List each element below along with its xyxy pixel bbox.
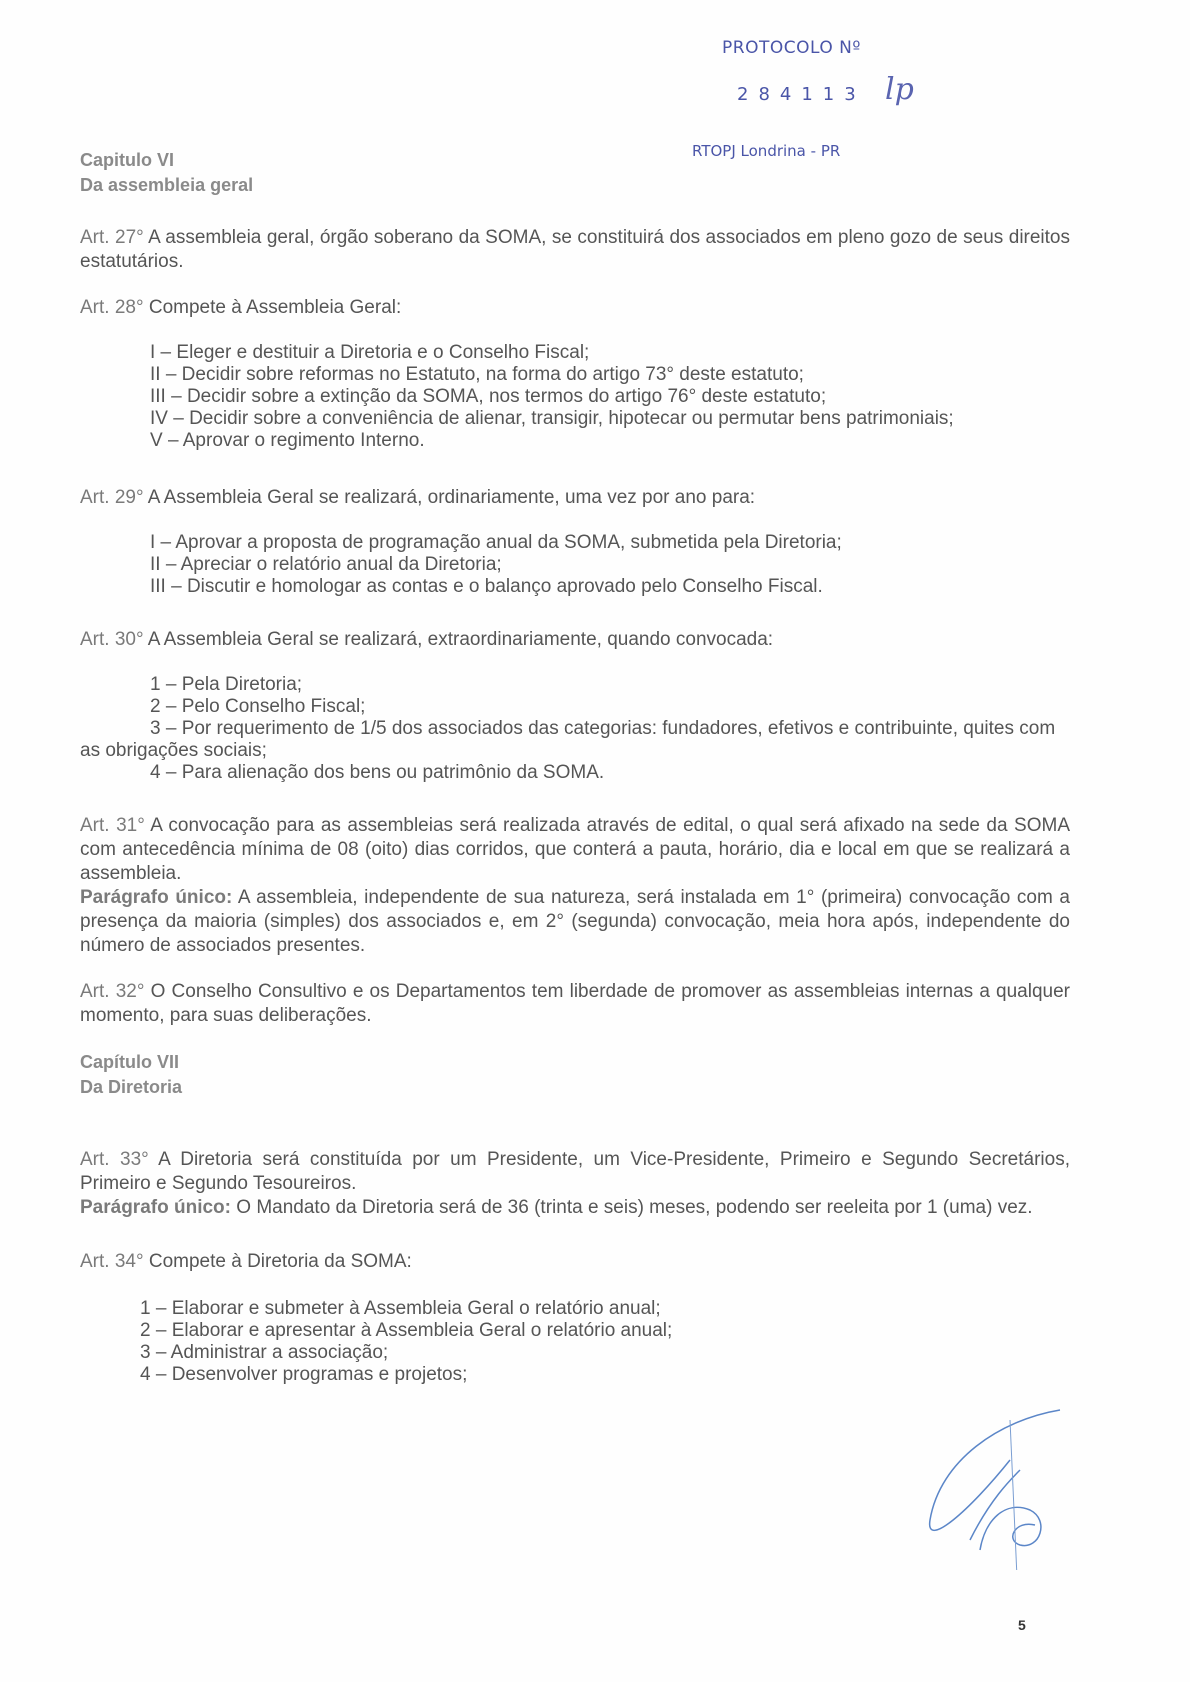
list-item: 4 – Para alienação dos bens ou patrimônio da SOMA. xyxy=(150,762,605,783)
chapter-subtitle: Da Diretoria xyxy=(80,1077,183,1097)
article-label: Art. 31° xyxy=(80,815,145,836)
list-item: II – Apreciar o relatório anual da Diretoria; xyxy=(150,554,502,575)
article-text: A Diretoria será constituída por um Presidente, um Vice-Presidente, Primeiro e Segundo Secretários, Primeiro e Segundo Tesoureiros. xyxy=(80,1149,1070,1194)
article-label: Art. 28° xyxy=(80,297,144,318)
article-label: Art. 33° xyxy=(80,1149,149,1170)
article-text: A Assembleia Geral se realizará, ordinariamente, uma vez por ano para: xyxy=(143,487,756,508)
list-item: IV – Decidir sobre a conveniência de alienar, transigir, hipotecar ou permutar bens patrimoniais; xyxy=(150,408,954,429)
paragraph-label: Parágrafo único: xyxy=(80,887,233,908)
article-text: A convocação para as assembleias será realizada através de edital, o qual será afixado na sede da SOMA com antecedência mínima de 08 (oito) dias corridos, que conterá a pauta, horário, dia e local em que se realizará a assembleia. xyxy=(80,815,1070,884)
list-item: II – Decidir sobre reformas no Estatuto, na forma do artigo 73° deste estatuto; xyxy=(150,364,804,385)
list-item: 3 – Por requerimento de 1/5 dos associados das categorias: fundadores, efetivos e contribuinte, quites com as obrigações sociais; xyxy=(80,718,1056,761)
article-label: Art. 32° xyxy=(80,981,145,1002)
chapter-heading-7 xyxy=(80,1050,1070,1100)
chapter-subtitle: Da assembleia geral xyxy=(80,175,254,195)
chapter-heading-6 xyxy=(80,148,1070,198)
list-item: V – Aprovar o regimento Interno. xyxy=(150,430,425,451)
article-text: A Assembleia Geral se realizará, extraordinariamente, quando convocada: xyxy=(143,629,774,650)
list-item: 2 – Elaborar e apresentar à Assembleia Geral o relatório anual; xyxy=(140,1320,673,1341)
paragraph-text: O Mandato da Diretoria será de 36 (trinta e seis) meses, podendo ser reeleita por 1 (uma) vez. xyxy=(230,1197,1033,1218)
protocol-stamp-title: PROTOCOLO Nº xyxy=(722,38,861,58)
page-number: 5 xyxy=(1018,1617,1026,1633)
signature-icon xyxy=(910,1400,1080,1570)
article-30-list xyxy=(80,674,1070,784)
article-text: Compete à Assembleia Geral: xyxy=(143,297,402,318)
list-item: 4 – Desenvolver programas e projetos; xyxy=(140,1364,468,1385)
chapter-title: Capítulo VII xyxy=(80,1052,179,1072)
article-28 xyxy=(80,296,1070,320)
list-item: 1 – Elaborar e submeter à Assembleia Geral o relatório anual; xyxy=(140,1298,661,1319)
list-item: III – Discutir e homologar as contas e o balanço aprovado pelo Conselho Fiscal. xyxy=(150,576,823,597)
article-text: A assembleia geral, órgão soberano da SOMA, se constituirá dos associados em pleno gozo de seus direitos estatutários. xyxy=(80,227,1070,272)
article-30 xyxy=(80,628,1070,652)
article-label: Art. 34° xyxy=(80,1251,144,1272)
article-34 xyxy=(80,1250,1070,1274)
article-31 xyxy=(80,814,1070,958)
document-body xyxy=(80,148,1070,1386)
article-label: Art. 30° xyxy=(80,629,144,650)
article-27 xyxy=(80,226,1070,274)
article-text: O Conselho Consultivo e os Departamentos tem liberdade de promover as assembleias internas a qualquer momento, para suas deliberações. xyxy=(80,981,1070,1026)
list-item: I – Aprovar a proposta de programação anual da SOMA, submetida pela Diretoria; xyxy=(150,532,842,553)
article-29-list xyxy=(80,532,1070,598)
paragraph-label: Parágrafo único: xyxy=(80,1197,231,1218)
article-28-list xyxy=(80,342,1070,452)
handwritten-initials: lp xyxy=(885,72,914,107)
article-label: Art. 27° xyxy=(80,227,144,248)
article-label: Art. 29° xyxy=(80,487,144,508)
article-29 xyxy=(80,486,1070,510)
list-item: 2 – Pelo Conselho Fiscal; xyxy=(150,696,366,717)
protocol-number: 284113 xyxy=(737,84,866,105)
list-item: 3 – Administrar a associação; xyxy=(140,1342,389,1363)
paragraph-text: A assembleia, independente de sua natureza, será instalada em 1° (primeira) convocação com a presença da maioria (simples) dos associados e, em 2° (segunda) convocação, meia hora após, independente do número de associados presentes. xyxy=(80,887,1070,956)
list-item: III – Decidir sobre a extinção da SOMA, nos termos do artigo 76° deste estatuto; xyxy=(150,386,827,407)
chapter-title: Capitulo VI xyxy=(80,150,174,170)
article-34-list xyxy=(80,1298,1070,1386)
article-33 xyxy=(80,1148,1070,1220)
list-item: 1 – Pela Diretoria; xyxy=(150,674,303,695)
article-text: Compete à Diretoria da SOMA: xyxy=(143,1251,412,1272)
list-item: I – Eleger e destituir a Diretoria e o Conselho Fiscal; xyxy=(150,342,590,363)
article-32 xyxy=(80,980,1070,1028)
registry-office: RTOPJ Londrina - PR xyxy=(692,142,841,160)
